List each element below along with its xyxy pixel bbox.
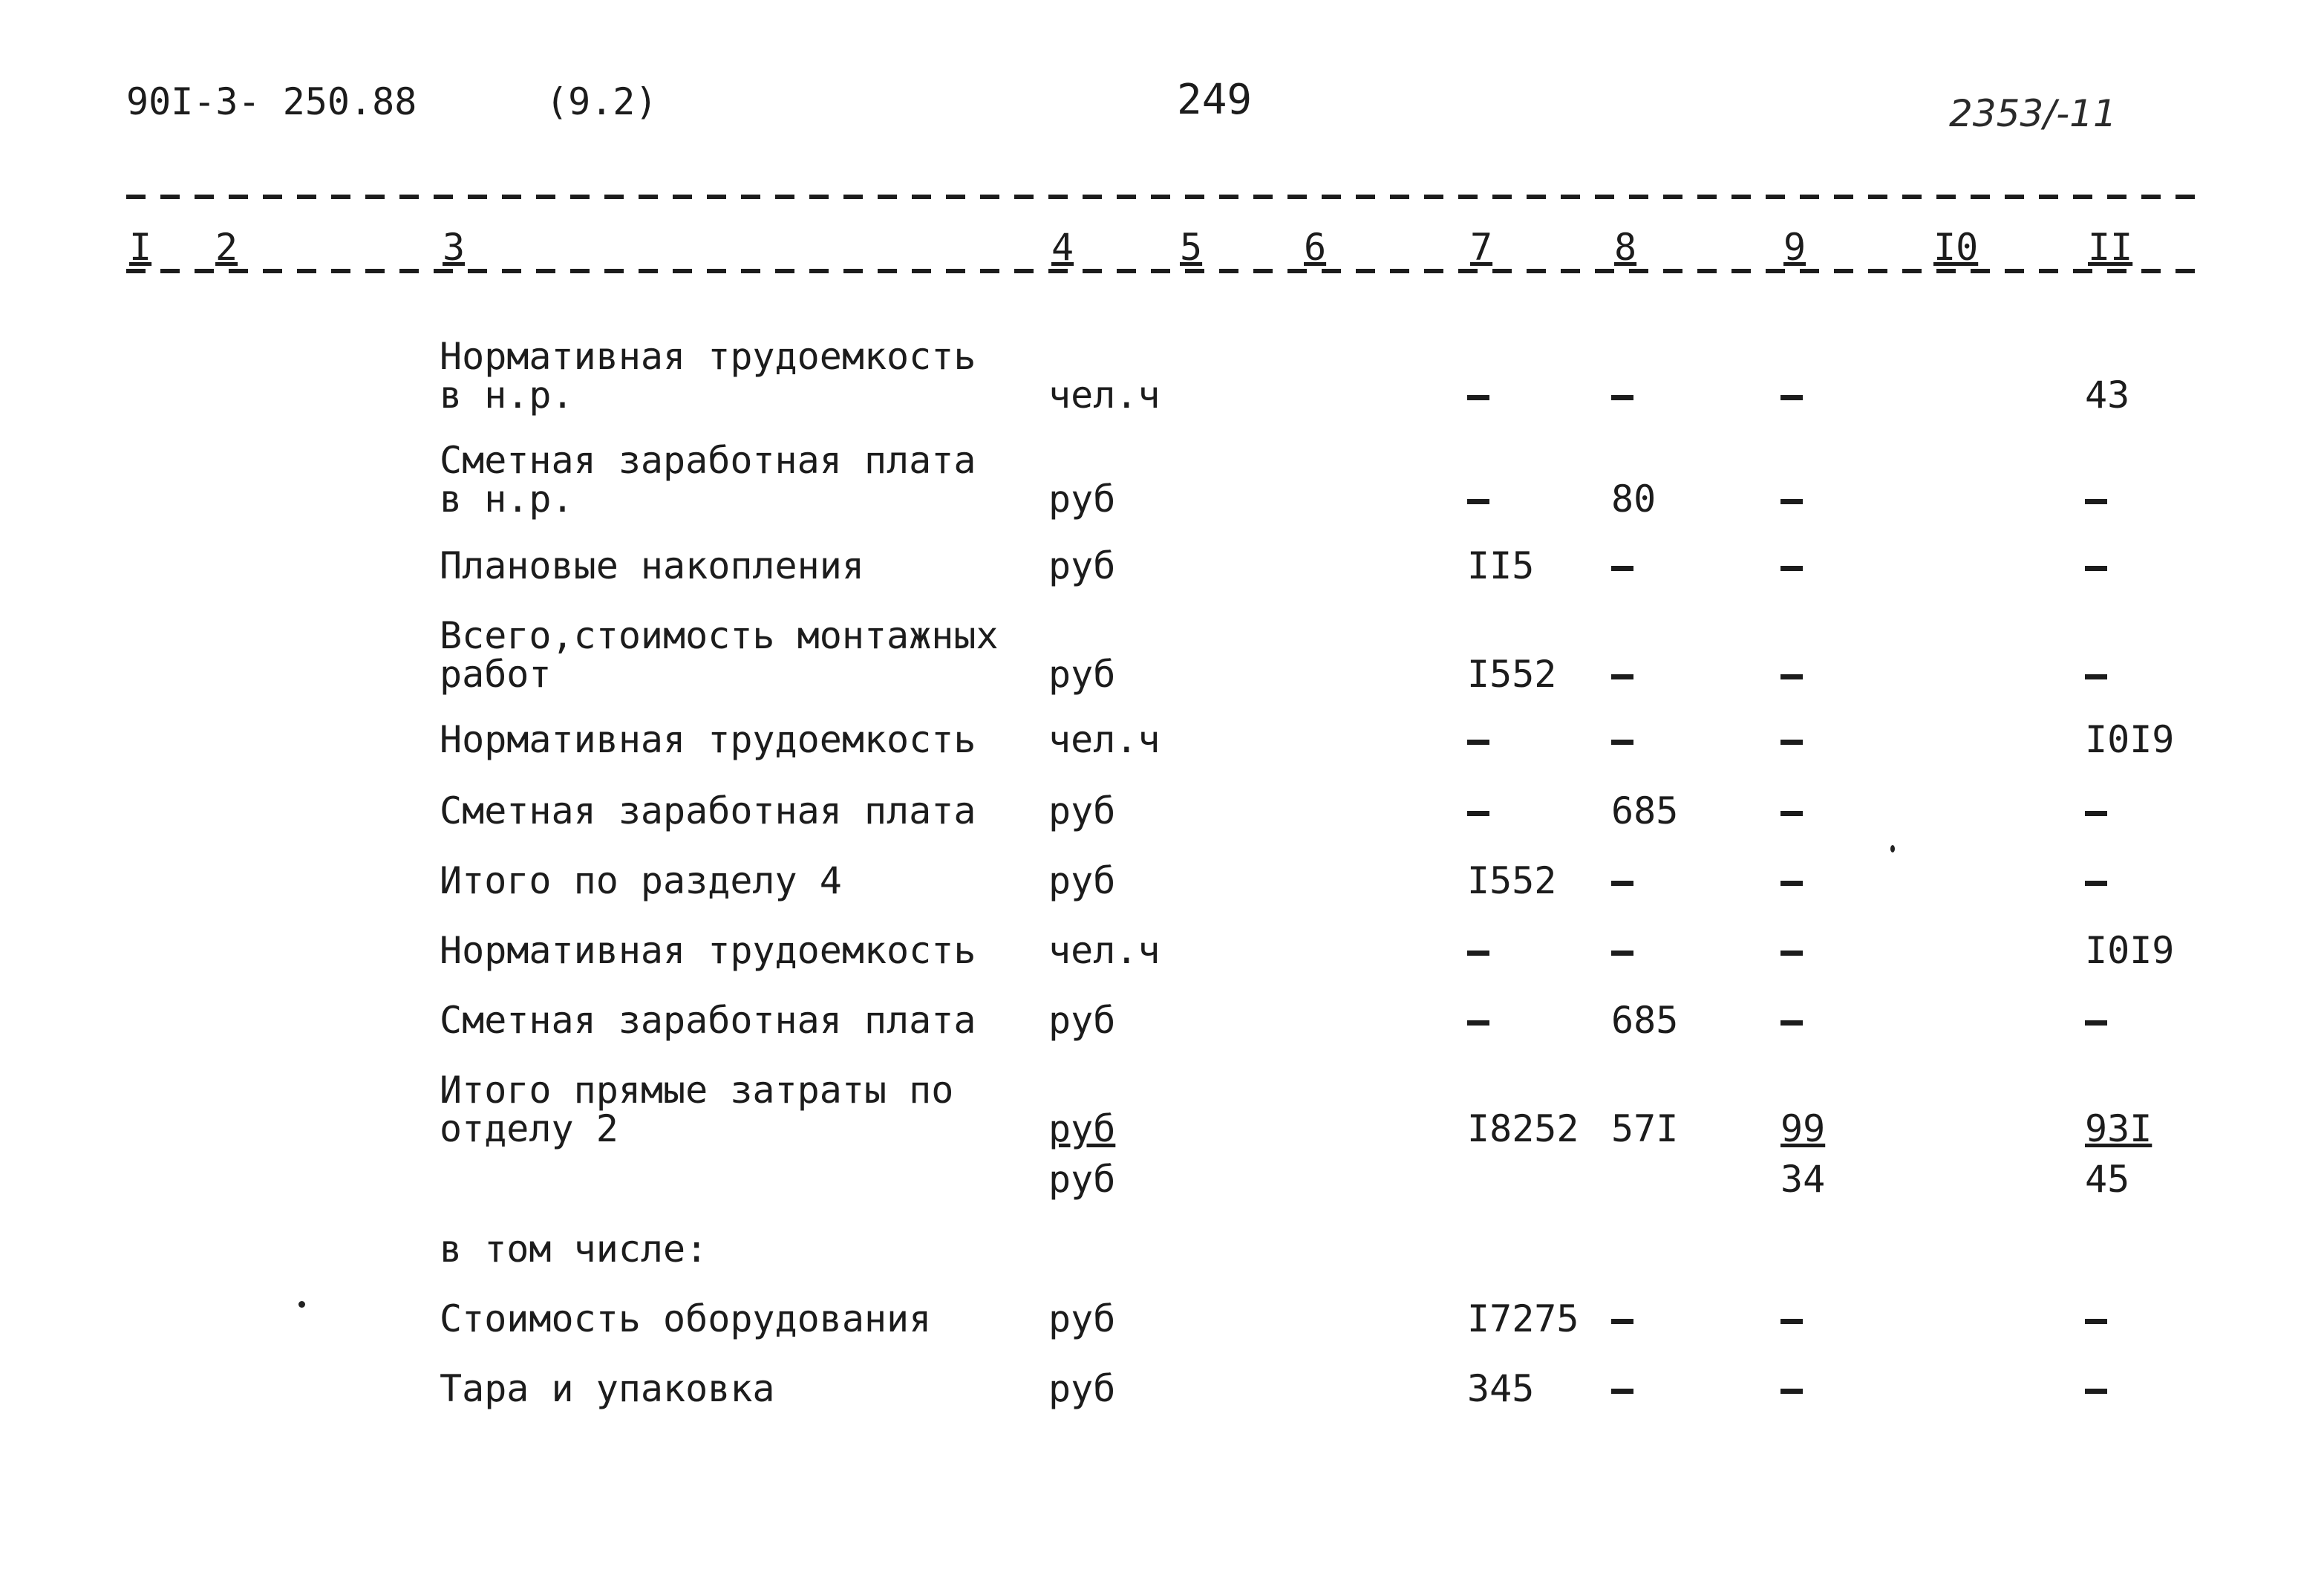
row-description: Нормативная трудоемкость: [440, 929, 976, 972]
column-header-1: I: [126, 229, 154, 266]
column-header-2: 2: [212, 229, 241, 266]
row-description: Нормативная трудоемкость: [440, 335, 976, 378]
row-value-c9: [1780, 720, 1803, 759]
row-value-c7: I552: [1467, 653, 1557, 696]
row-value-c7: II5: [1467, 544, 1535, 587]
row-unit: руб: [1048, 1107, 1116, 1150]
row-description: Стоимость оборудования: [440, 1297, 932, 1340]
row-value-c8: [1611, 547, 1633, 585]
row-value-c7: [1467, 792, 1489, 830]
row-value-c8: [1611, 1300, 1633, 1338]
dash-mark: [1780, 395, 1803, 400]
row-description: в н.р.: [440, 477, 574, 521]
row-value-c8: [1611, 720, 1633, 759]
dash-mark: [1467, 395, 1489, 400]
row-unit: руб: [1048, 1367, 1116, 1410]
row-description: работ: [440, 653, 552, 696]
row-description: Сметная заработная плата: [440, 439, 976, 482]
row-description: в н.р.: [440, 374, 574, 417]
row-value-c9: [1780, 1001, 1803, 1040]
row-unit: руб: [1048, 859, 1116, 902]
row-description: отделу 2: [440, 1107, 618, 1150]
dash-mark: [1467, 951, 1489, 956]
row-value-c11: [2085, 547, 2107, 585]
row-value-c11: 93I: [2085, 1107, 2152, 1150]
document-number: 90I-3- 250.88: [126, 80, 417, 123]
row-value-c9: [1780, 931, 1803, 970]
dash-mark: [2085, 674, 2107, 679]
row-description: Сметная заработная плата: [440, 999, 976, 1042]
top-dashed-rule: [126, 195, 2210, 199]
row-description: в том числе:: [440, 1227, 708, 1271]
column-header-10: I0: [1930, 229, 1981, 266]
dash-mark: [1611, 395, 1633, 400]
row-unit: руб: [1048, 544, 1116, 587]
column-header-8: 8: [1611, 229, 1639, 266]
row-value-c9: [1780, 547, 1803, 585]
row-description: Итого прямые затраты по: [440, 1069, 954, 1112]
row-value-c8: 685: [1611, 789, 1679, 832]
row-value-c9: [1780, 1300, 1803, 1338]
dash-mark: [2085, 566, 2107, 571]
row-value-c7: I7275: [1467, 1297, 1579, 1340]
dash-mark: [1611, 1319, 1633, 1324]
column-header-7: 7: [1467, 229, 1495, 266]
dash-mark: [1611, 674, 1633, 679]
row-value-c11: I0I9: [2085, 718, 2175, 761]
row-description: Итого по разделу 4: [440, 859, 842, 902]
row-unit: руб: [1048, 653, 1116, 696]
dash-mark: [1780, 740, 1803, 745]
scan-speck: [1890, 845, 1895, 852]
row-value-c11: [2085, 655, 2107, 694]
row-value-c8: [1611, 1369, 1633, 1408]
row-value-c11: [2085, 1300, 2107, 1338]
dash-mark: [1467, 740, 1489, 745]
row-value-c7: [1467, 720, 1489, 759]
row-value-c7: [1467, 480, 1489, 518]
row-value-c8: [1611, 861, 1633, 900]
row-description: Тара и упаковка: [440, 1367, 775, 1410]
dash-mark: [1611, 881, 1633, 886]
dash-mark: [1780, 566, 1803, 571]
row-unit: руб: [1048, 1158, 1116, 1201]
row-value-c8: 80: [1611, 477, 1656, 521]
dash-mark: [2085, 499, 2107, 504]
row-description: Нормативная трудоемкость: [440, 718, 976, 761]
dash-mark: [1780, 1319, 1803, 1324]
row-unit: руб: [1048, 477, 1116, 521]
scan-speck: [298, 1301, 305, 1308]
row-description: Всего,стоимость монтажных: [440, 614, 999, 657]
dash-mark: [2085, 881, 2107, 886]
dash-mark: [1780, 1389, 1803, 1394]
dash-mark: [1611, 1389, 1633, 1394]
row-unit: руб: [1048, 1297, 1116, 1340]
row-value-c9: 99: [1780, 1107, 1826, 1150]
row-unit: чел.ч: [1048, 929, 1161, 972]
row-value-c11: [2085, 480, 2107, 518]
column-header-11: II: [2085, 229, 2135, 266]
row-value-c11: 45: [2085, 1158, 2130, 1201]
dash-mark: [1467, 1020, 1489, 1026]
archive-number: 2353/-11: [1949, 92, 2117, 135]
row-value-c8: 57I: [1611, 1107, 1679, 1150]
dash-mark: [2085, 1389, 2107, 1394]
row-value-c7: I8252: [1467, 1107, 1579, 1150]
row-description: Плановые накопления: [440, 544, 864, 587]
row-value-c7: 345: [1467, 1367, 1535, 1410]
dash-mark: [1780, 951, 1803, 956]
row-unit: чел.ч: [1048, 374, 1161, 417]
row-value-c7: [1467, 376, 1489, 414]
column-header-9: 9: [1780, 229, 1809, 266]
row-unit: руб: [1048, 789, 1116, 832]
dash-mark: [1780, 811, 1803, 816]
row-value-c11: [2085, 1001, 2107, 1040]
row-value-c7: I552: [1467, 859, 1557, 902]
row-description: Сметная заработная плата: [440, 789, 976, 832]
row-value-c11: I0I9: [2085, 929, 2175, 972]
dash-mark: [1611, 740, 1633, 745]
row-value-c7: [1467, 931, 1489, 970]
row-value-c9: [1780, 376, 1803, 414]
section-code: (9.2): [546, 80, 658, 123]
dash-mark: [1611, 951, 1633, 956]
header-dashed-rule: [126, 269, 2210, 273]
page-number: 249: [1177, 76, 1253, 124]
column-header-6: 6: [1301, 229, 1329, 266]
row-value-c8: [1611, 931, 1633, 970]
dash-mark: [2085, 1319, 2107, 1324]
column-header-3: 3: [440, 229, 468, 266]
row-value-c9: [1780, 480, 1803, 518]
dash-mark: [1467, 499, 1489, 504]
row-value-c7: [1467, 1001, 1489, 1040]
dash-mark: [2085, 811, 2107, 816]
row-unit: чел.ч: [1048, 718, 1161, 761]
dash-mark: [1467, 811, 1489, 816]
dash-mark: [1780, 1020, 1803, 1026]
dash-mark: [2085, 1020, 2107, 1026]
row-value-c11: [2085, 1369, 2107, 1408]
dash-mark: [1780, 674, 1803, 679]
row-value-c9: [1780, 655, 1803, 694]
row-value-c9: [1780, 1369, 1803, 1408]
column-header-5: 5: [1177, 229, 1205, 266]
row-value-c8: 685: [1611, 999, 1679, 1042]
row-value-c8: [1611, 655, 1633, 694]
row-unit: руб: [1048, 999, 1116, 1042]
dash-mark: [1780, 499, 1803, 504]
row-value-c9: 34: [1780, 1158, 1826, 1201]
row-value-c11: [2085, 861, 2107, 900]
row-value-c8: [1611, 376, 1633, 414]
row-value-c11: 43: [2085, 374, 2130, 417]
row-value-c9: [1780, 861, 1803, 900]
dash-mark: [1611, 566, 1633, 571]
dash-mark: [1780, 881, 1803, 886]
row-value-c9: [1780, 792, 1803, 830]
row-value-c11: [2085, 792, 2107, 830]
column-header-4: 4: [1048, 229, 1077, 266]
